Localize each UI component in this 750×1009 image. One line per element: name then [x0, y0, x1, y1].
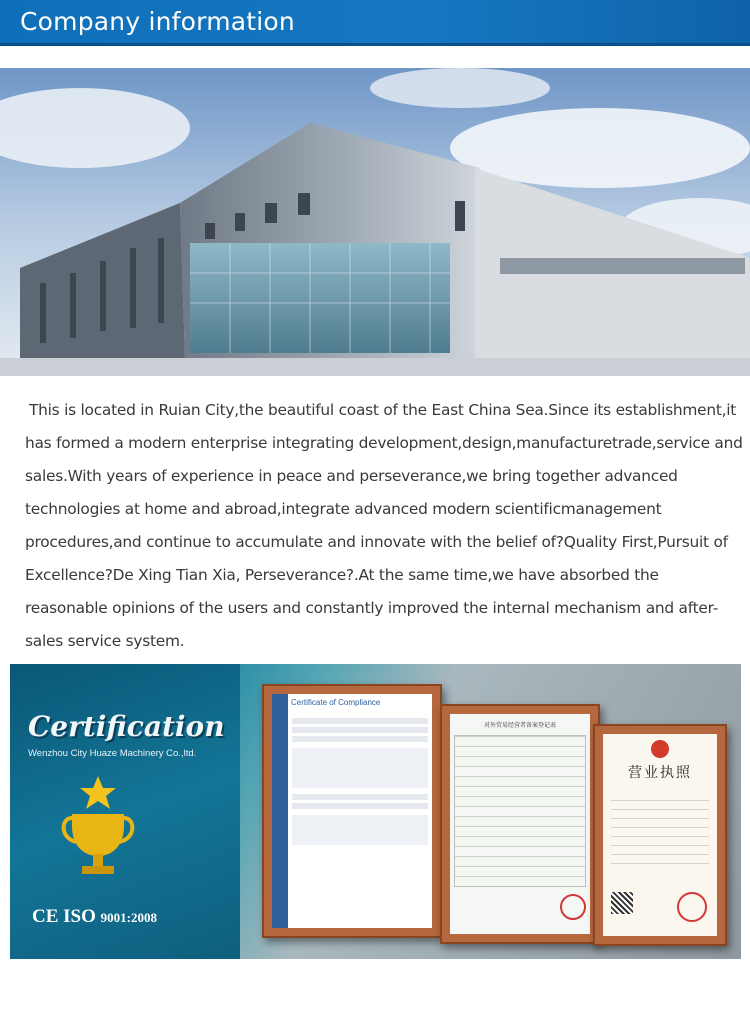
trade-registration-certificate: [440, 704, 600, 944]
certification-panel: [10, 664, 240, 959]
building-illustration: [0, 68, 750, 376]
red-seal-icon: [677, 892, 707, 922]
iso-mark: ISO: [63, 906, 96, 927]
red-seal-icon: [560, 894, 586, 920]
business-license: [593, 724, 727, 946]
certification-standards: [32, 906, 157, 928]
section-title: Company information: [20, 7, 295, 36]
license-details: [611, 792, 709, 872]
national-emblem-icon: [651, 740, 669, 758]
certificate-body: [288, 711, 432, 855]
description-text: This is located in Ruian City,the beautiful coast of the East China Sea.Since its establishment,it has formed a modern enterprise integrating development,design,manufacturetrade,service and sales.With years of experience in peace and perseverance,we bring together advanced technologies at home and abroad,integrate advanced modern scientificmanagement procedures,and continue to accumulate and innovate with the belief of?Quality First,Pursuit of Excellence?De Xing Tian Xia, Perseverance?.At the same time,we have absorbed the reasonable opinions of the users and constantly improved the internal mechanism and after-sales service system.: [25, 401, 743, 650]
iso-number: 9001:2008: [100, 910, 157, 925]
company-description: [25, 394, 743, 658]
certificate-title: 对外贸易经营者备案登记表: [483, 723, 556, 729]
certification-title: Certification: [28, 710, 225, 743]
certification-company: Wenzhou City Huaze Machinery Co.,ltd.: [28, 748, 197, 759]
certificate-title: Certificate of Compliance: [291, 698, 381, 707]
header-underline: [0, 43, 750, 46]
certificate-of-compliance: [262, 684, 442, 938]
section-header: [0, 0, 750, 46]
trophy-icon: [58, 774, 138, 889]
certificate-paper: [272, 694, 432, 928]
qr-code-icon: [611, 892, 633, 914]
certification-banner: [10, 664, 741, 959]
certificate-title: 营业执照: [628, 764, 692, 780]
certificate-table: [454, 735, 586, 887]
certificate-paper: [603, 734, 717, 936]
ce-mark: CE: [32, 906, 59, 927]
factory-building-photo: [0, 68, 750, 376]
certificate-paper: [450, 714, 590, 934]
